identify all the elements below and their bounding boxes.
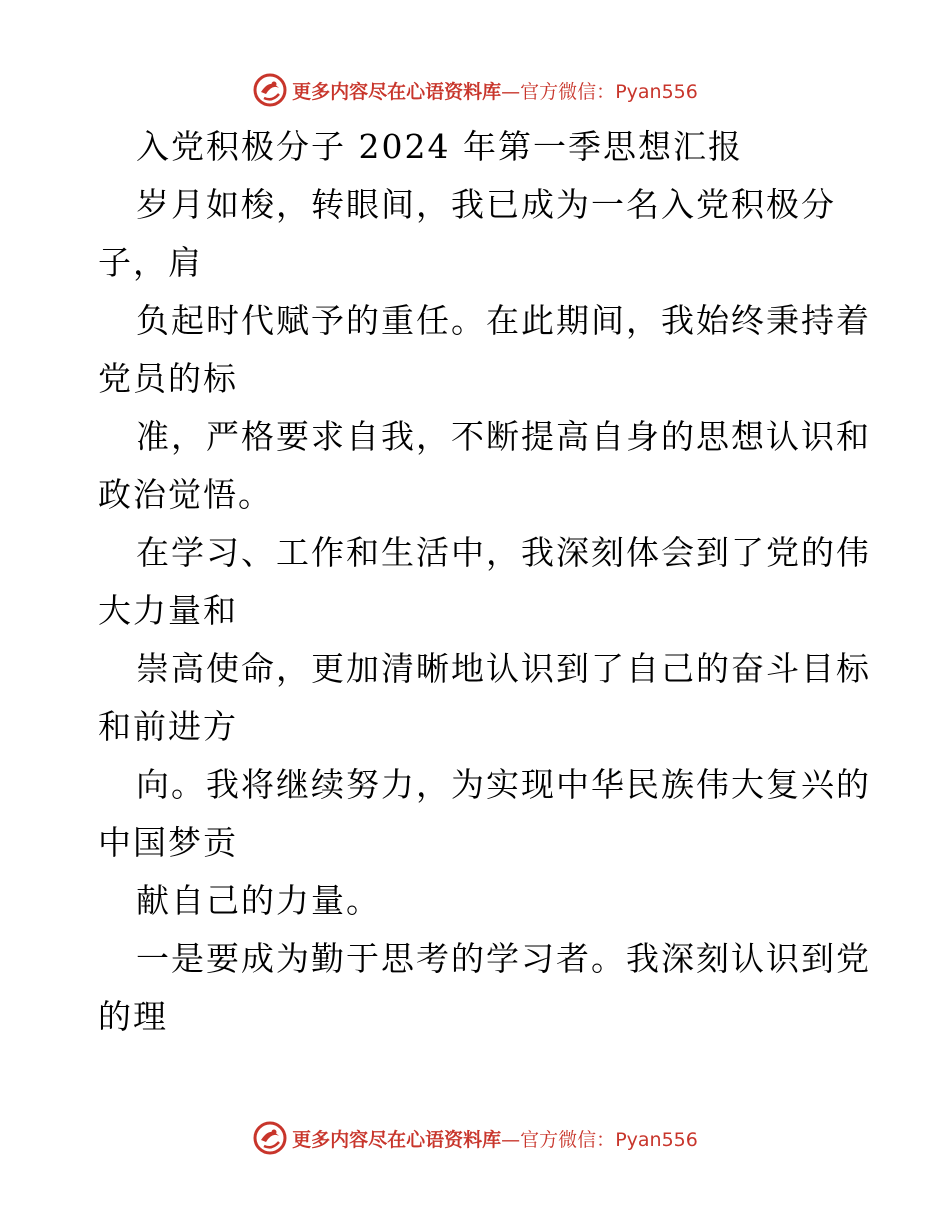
paragraph-line: 和前进方 — [98, 707, 238, 746]
footer-banner — [0, 1118, 950, 1158]
banner-separator: — — [501, 80, 521, 103]
paragraph-line: 的理 — [98, 997, 168, 1036]
banner-wechat-id: Pyan556 — [615, 1128, 698, 1151]
paragraph-line: 政治觉悟。 — [98, 475, 273, 514]
banner-text — [292, 1125, 698, 1152]
paragraph-line: 向。我将继续努力，为实现中华民族伟大复兴的 — [136, 765, 871, 804]
paragraph-line: 子，肩 — [98, 243, 203, 282]
paragraph-line: 大力量和 — [98, 591, 238, 630]
paragraph-line: 岁月如梭，转眼间，我已成为一名入党积极分 — [136, 185, 836, 224]
paragraph-line: 党员的标 — [98, 359, 238, 398]
paragraph-line: 在学习、工作和生活中，我深刻体会到了党的伟 — [136, 533, 871, 572]
banner-wechat-id: Pyan556 — [615, 80, 698, 103]
paragraph-line: 中国梦贡 — [98, 823, 238, 862]
banner-wechat-label: 官方微信： — [520, 80, 616, 103]
paragraph-line: 负起时代赋予的重任。在此期间，我始终秉持着 — [136, 301, 871, 340]
header-banner — [0, 70, 950, 110]
banner-main-text: 更多内容尽在心语资料库 — [292, 1128, 502, 1151]
banner-text — [292, 77, 698, 104]
paragraph-line: 一是要成为勤于思考的学习者。我深刻认识到党 — [136, 939, 871, 978]
banner-wechat-label: 官方微信： — [520, 1128, 616, 1151]
paragraph-line: 献自己的力量。 — [136, 881, 381, 920]
document-body — [98, 118, 871, 1046]
paragraph-line: 准，严格要求自我，不断提高自身的思想认识和 — [136, 417, 871, 456]
red-swirl-logo-icon — [252, 1120, 288, 1156]
paragraph-line: 崇高使命，更加清晰地认识到了自己的奋斗目标 — [136, 649, 871, 688]
paragraph-line: 入党积极分子 2024 年第一季思想汇报 — [136, 127, 743, 166]
banner-main-text: 更多内容尽在心语资料库 — [292, 80, 502, 103]
banner-separator: — — [501, 1128, 521, 1151]
red-swirl-logo-icon — [252, 72, 288, 108]
